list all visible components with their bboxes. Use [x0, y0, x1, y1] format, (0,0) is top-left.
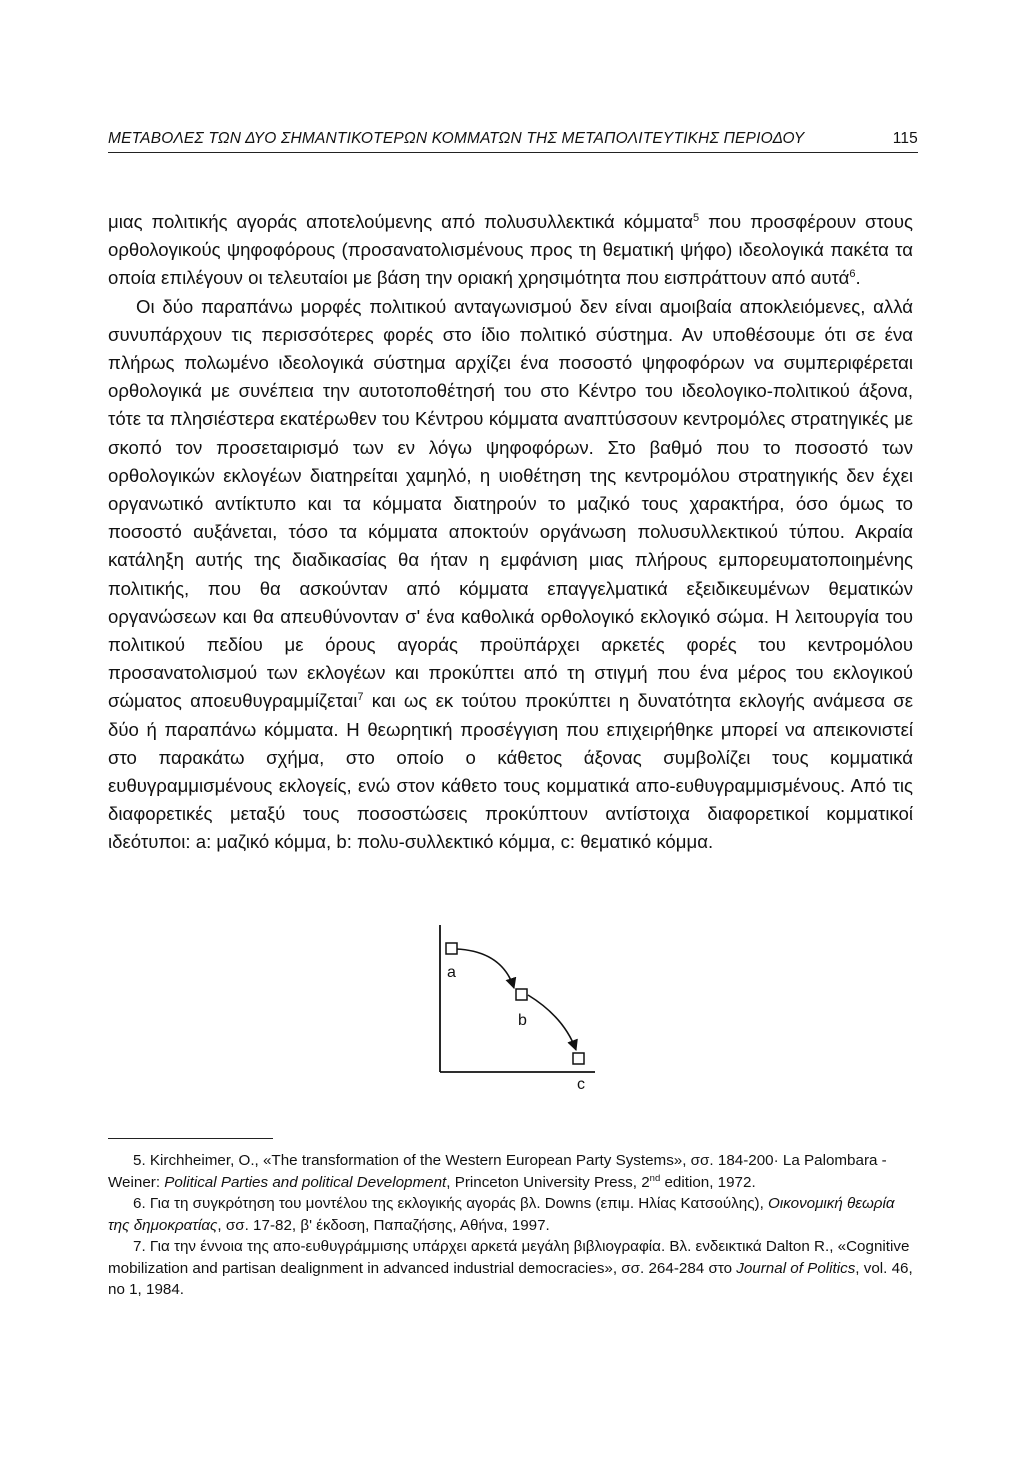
footnote-7: 7. Για την έννοια της απο-ευθυγράμμισης υπάρχει αρκετά μεγάλη βιβλιογραφία. Βλ. ενδεικτικά Dalton R., «Cognitive mobilization and partisan dealignment in advanced industrial democracies», σσ. 264-284 στο Journal of Politics, vol. 46, no 1, 1984. — [108, 1238, 913, 1298]
running-title: ΜΕΤΑΒΟΛΕΣ ΤΩΝ ΔΥΟ ΣΗΜΑΝΤΙΚΟΤΕΡΩΝ ΚΟΜΜΑΤΩΝ ΤΗΣ ΜΕΤΑΠΟΛΙΤΕΥΤΙΚΗΣ ΠΕΡΙΟΔΟΥ — [108, 130, 805, 147]
diagram-svg — [430, 925, 610, 1110]
footnote-5: 5. Kirchheimer, O., «The transformation of the Western European Party Systems», σσ. 184-200· La Palombara - Weiner: Political Parties and political Development, Princeton University Press, 2nd edition, 1972. — [108, 1152, 887, 1191]
paragraph-2: Οι δύο παραπάνω μορφές πολιτικού ανταγωνισμού δεν είναι αμοιβαία αποκλειόμενες, αλλά συνυπάρχουν τις περισσότερες φορές στο ίδιο πολιτικό σύστημα. Αν υποθέσουμε ότι σε ένα πλήρως πολωμένο ιδεολογικά σύστημα αρχίζει ένα ποσοστό ψηφοφόρων να συμπεριφέρεται ορθολογικά με συνέπεια την αυτοτοποθέτησή του στο Κέντρο του ιδεολογικο-πολιτικού άξονα, τότε τα πλησιέστερα εκατέρωθεν του Κέντρου κόμματα αναπτύσσουν κεντρομόλες στρατηγικές με σκοπό τον προσεταιρισμό των εν λόγω ψηφοφόρων. Στο βαθμό που το ποσοστό των ορθολογικών εκλογέων διατηρείται χαμηλό, η υιοθέτηση της κεντρομόλου στρατηγικής δεν έχει οργανωτικό αντίκτυπο και τα κόμματα διατηρούν το μαζικό τους χαρακτήρα, όσο όμως το ποσοστό αυξάνεται, τόσο τα κόμματα αποκτούν οργάνωση πολυσυλλεκτικού τύπου. Ακραία κατάληξη αυτής της διαδικασίας θα ήταν η εμφάνιση μιας πλήρους εμπορευματοποιημένης πολιτικής, που θα ασκούνταν από κόμματα επαγγελματικά εξειδικευμένων θεματικών οργανώσεων και θα απευθύνονταν σ' ένα καθολικά ορθολογικό εκλογικό σώμα. Η λειτουργία του πολιτικού πεδίου με όρους αγοράς προϋπάρχει αρκετές φορές του κεντρομόλου προσανατολισμού των εκλογέων και προκύπτει από τη στιγμή που ένα μέρος του εκλογικού σώματος αποευθυγραμμίζεται$^7$ και ως εκ τούτου προκύπτει η δυνατότητα εκλογής ανάμεσα σε δύο ή παραπάνω κόμματα. Η θεωρητική προσέγγιση που επιχειρήθηκε μπορεί να απεικονιστεί στο παρακάτω σχήμα, στο οποίο ο κάθετος άξονας συμβολίζει τους κομματικά ευθυγραμμισμένους εκλογείς, ενώ στον κάθετο τους κομματικά απο-ευθυγραμμισμένους. Από τις διαφορετικές μεταξύ τους ποσοστώσεις προκύπτουν αντίστοιχα διαφορετικοί κομματικοί ιδεότυποι: a: μαζικό κόμμα, b: πολυ-συλλεκτικό κόμμα, c: θεματικό κόμμα. — [108, 295, 913, 853]
arrow-a-to-b — [456, 949, 514, 988]
label-b: b — [518, 1012, 527, 1029]
party-types-diagram — [430, 925, 610, 1110]
footnote-ref-5: 5 — [693, 211, 700, 224]
point-c-marker — [573, 1053, 584, 1064]
label-a: a — [447, 964, 456, 981]
footnotes — [108, 1150, 918, 1301]
point-a-marker — [446, 943, 457, 954]
label-c: c — [577, 1076, 585, 1093]
point-b-marker — [516, 989, 527, 1000]
footnote-6: 6. Για τη συγκρότηση του μοντέλου της εκλογικής αγοράς βλ. Downs (επιμ. Ηλίας Κατσούλης), Οικονομική θεωρία της δημοκρατίας, σσ. 17-82, β' έκδοση, Παπαζήσης, Αθήνα, 1997. — [108, 1195, 895, 1234]
footnote-ref-6: 6 — [849, 268, 856, 281]
footnote-ref-7: 7 — [357, 691, 364, 704]
running-head — [108, 130, 918, 153]
arrow-b-to-c — [528, 995, 576, 1050]
body-text — [108, 208, 913, 857]
footnote-rule — [108, 1138, 273, 1139]
paragraph-1: μιας πολιτικής αγοράς αποτελούμενης από πολυσυλλεκτικά κόμματα$^5$ που προσφέρουν στους ορθολογικούς ψηφοφόρους (προσανατολισμένους προς τη θεματική ψήφο) ιδεολογικά πακέτα τα οποία επιλέγουν οι τελευταίοι με βάση την οριακή χρησιμότητα που εισπράττουν από αυτά$^6$. — [108, 211, 913, 289]
page-number: 115 — [892, 130, 918, 147]
